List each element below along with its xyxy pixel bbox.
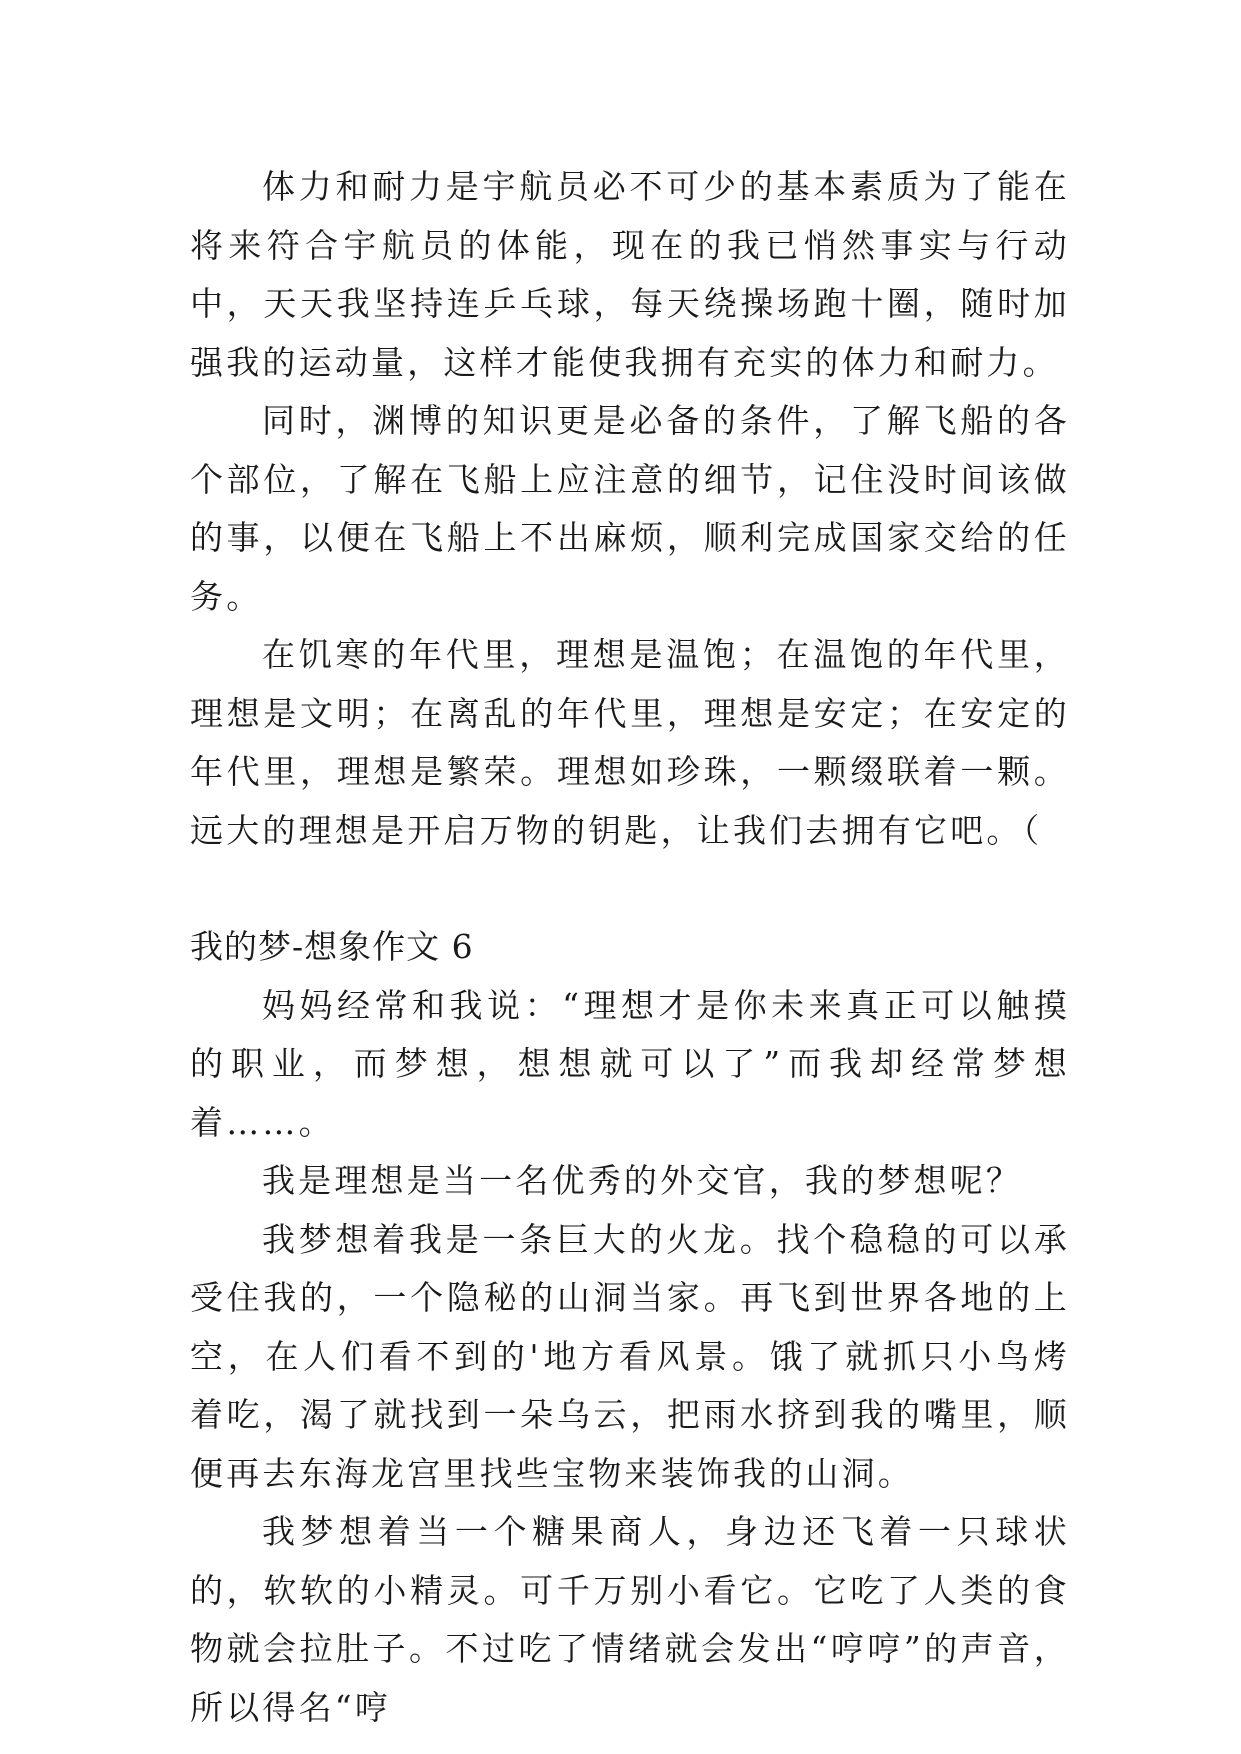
document-body	[190, 158, 1070, 1737]
section-spacer	[190, 860, 1070, 918]
paragraph-knowledge: 同时，渊博的知识更是必备的条件，了解飞船的各个部位，了解在飞船上应注意的细节，记住没时间该做的事，以便在飞船上不出麻烦，顺利完成国家交给的任务。	[190, 401, 1070, 616]
paragraph-ideals: 在饥寒的年代里，理想是温饱；在温饱的年代里，理想是文明；在离乱的年代里，理想是安定；在安定的年代里，理想是繁荣。理想如珍珠，一颗缀联着一颗。远大的理想是开启万物的钥匙，让我们去拥有它吧。（	[190, 635, 1070, 850]
paragraph-mother-quote: 妈妈经常和我说：“理想才是你未来真正可以触摸的职业，而梦想，想想就可以了”而我却经常梦想着……。	[190, 985, 1070, 1142]
paragraph-candy-merchant: 我梦想着当一个糖果商人，身边还飞着一只球状的，软软的小精灵。可千万别小看它。它吃了人类的食物就会拉肚子。不过吃了情绪就会发出“哼哼”的声音，所以得名“哼	[190, 1512, 1070, 1727]
paragraph-fire-dragon: 我梦想着我是一条巨大的火龙。找个稳稳的可以承受住我的，一个隐秘的山洞当家。再飞到世界各地的上空，在人们看不到的'地方看风景。饿了就抓只小鸟烤着吃，渴了就找到一朵乌云，把雨水挤到我的嘴里，顺便再去东海龙宫里找些宝物来装饰我的山洞。	[190, 1219, 1070, 1493]
paragraph-stamina: 体力和耐力是宇航员必不可少的基本素质为了能在将来符合宇航员的体能，现在的我已悄然事实与行动中，天天我坚持连乒乓球，每天绕操场跑十圈，随时加强我的运动量，这样才能使我拥有充实的体力和耐力。	[190, 167, 1070, 382]
paragraph-diplomat: 我是理想是当一名优秀的外交官，我的梦想呢？	[261, 1161, 1023, 1200]
section-title: 我的梦-想象作文 6	[190, 927, 474, 966]
